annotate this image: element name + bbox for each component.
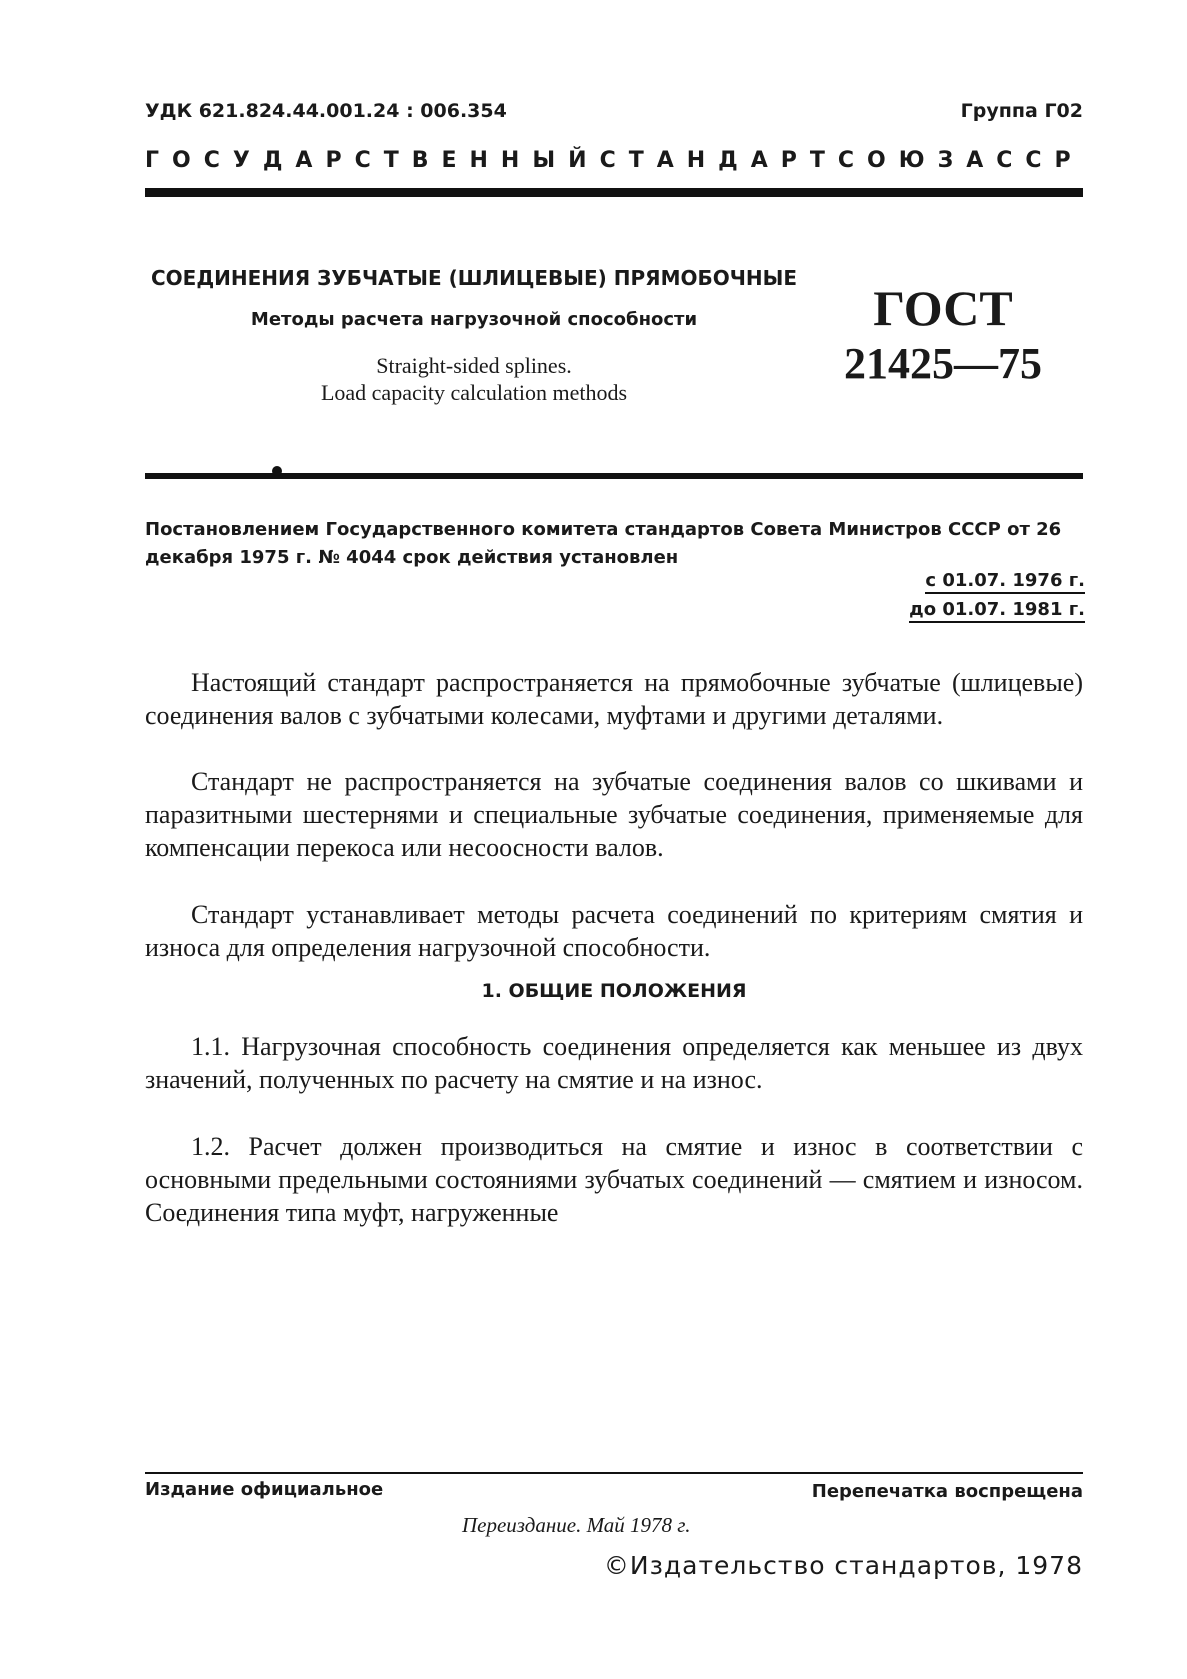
gost-label: ГОСТ — [873, 280, 1013, 336]
document-subtitle-ru: Методы расчета нагрузочной способности — [250, 309, 698, 330]
rule-dot — [272, 466, 282, 476]
valid-to-date: до 01.07. 1981 г. — [909, 599, 1085, 623]
official-edition: Издание официальное — [145, 1479, 384, 1500]
reprint-notice: Перепечатка воспрещена — [811, 1481, 1083, 1502]
paragraph-exclusions: Стандарт не распространяется на зубчатые соединения валов со шкивами и паразитными шестернями и специальные зубчатые соединения, применяемые для компенсации перекоса или несоосности валов. — [145, 767, 1083, 862]
clause-1-2: 1.2. Расчет должен производиться на смятие и износ в соответствии с основными предельными состояниями зубчатых соединений — смятием и износом. Соединения типа муфт, нагруженные — [145, 1132, 1083, 1227]
footer-rule — [145, 1472, 1083, 1474]
heading-word-2: СТАНДАРТ — [599, 148, 838, 173]
reissue-note: Переиздание. Май 1978 г. — [462, 1513, 691, 1537]
paragraph-methods: Стандарт устанавливает методы расчета соединений по критериям смятия и износа для определения нагрузочной способности. — [145, 900, 1083, 962]
state-standard-heading — [145, 148, 1083, 173]
paragraph-scope: Настоящий стандарт распространяется на прямобочные зубчатые (шлицевые) соединения валов с зубчатыми колесами, муфтами и другими деталями. — [145, 668, 1083, 730]
heading-word-3: СОЮЗА — [837, 148, 997, 173]
document-title-ru: СОЕДИНЕНИЯ ЗУБЧАТЫЕ (ШЛИЦЕВЫЕ) ПРЯМОБОЧНЫЕ — [150, 266, 797, 290]
title-rule — [145, 473, 1083, 479]
heading-word-4: ССР — [996, 148, 1084, 173]
title-en-line-2: Load capacity calculation methods — [320, 380, 628, 405]
header-rule — [145, 188, 1083, 197]
udk-code: УДК 621.824.44.001.24 : 006.354 — [145, 100, 507, 122]
title-en-line-1: Straight-sided splines. — [376, 353, 572, 378]
group-code: Группа Г02 — [960, 100, 1083, 122]
heading-word-1: ГОСУДАРСТВЕННЫЙ — [145, 148, 600, 173]
decree-text: Постановлением Государственного комитета стандартов Совета Министров СССР от 26 декабря 1975 г. № 4044 срок действия установлен — [145, 519, 1062, 568]
publisher-copyright: ©Издательство стандартов, 1978 — [603, 1551, 1083, 1580]
section-heading: 1. ОБЩИЕ ПОЛОЖЕНИЯ — [481, 980, 747, 1002]
gost-designation — [808, 280, 1078, 392]
gost-number: 21425—75 — [844, 339, 1042, 388]
valid-from-date: с 01.07. 1976 г. — [925, 570, 1085, 594]
clause-1-1: 1.1. Нагрузочная способность соединения определяется как меньшее из двух значений, полученных по расчету на смятие и на износ. — [145, 1032, 1083, 1094]
document-title-en — [148, 352, 800, 406]
